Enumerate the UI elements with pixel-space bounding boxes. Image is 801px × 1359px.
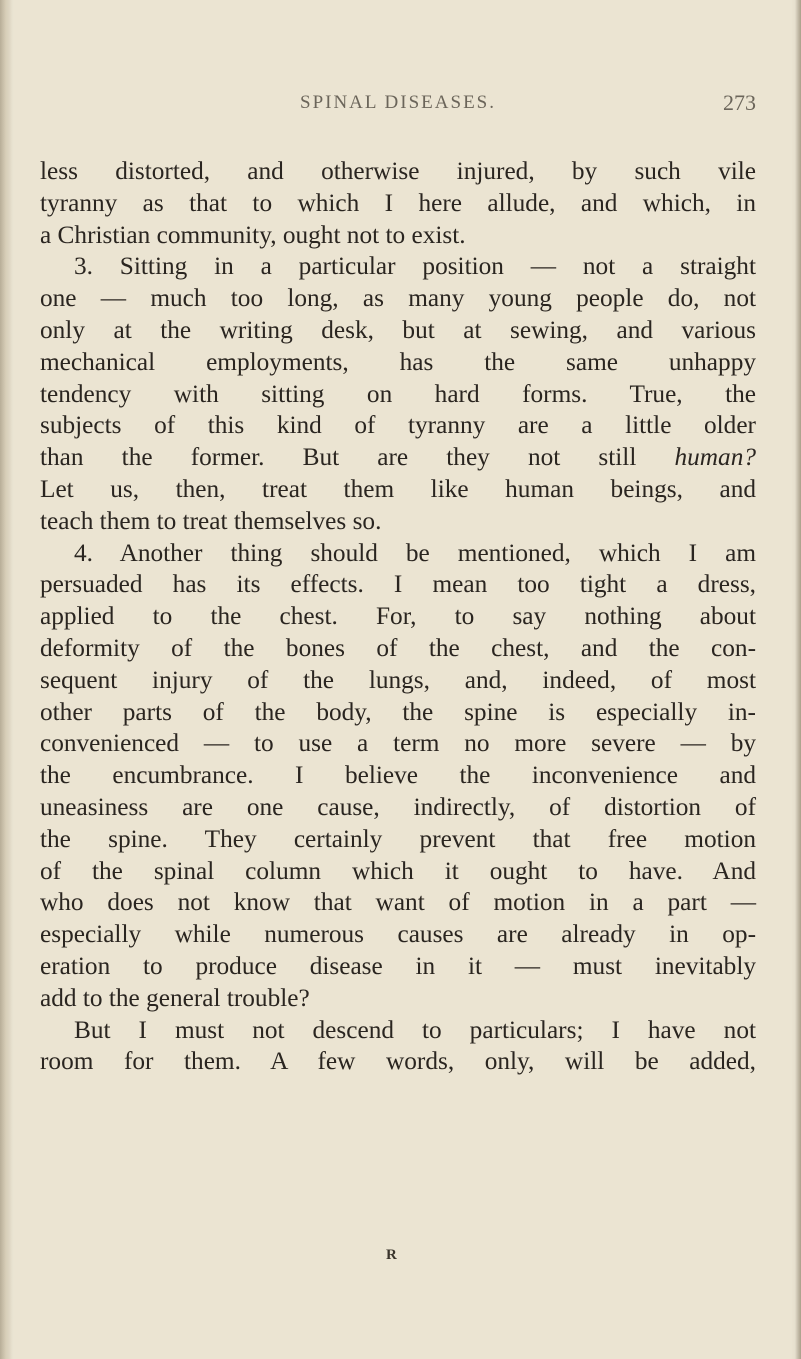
text-line (40, 633, 756, 665)
text-line-content: subjects of this kind of tyranny are a little older (40, 411, 756, 440)
text-line-content: who does not know that want of motion in a part — (40, 888, 756, 917)
text-line-content: only at the writing desk, but at sewing, and various (40, 315, 756, 344)
text-line-content: teach them to treat themselves so. (40, 506, 382, 535)
text-line (40, 506, 756, 538)
text-line-content: tendency with sitting on hard forms. True, the (40, 379, 756, 408)
text-line-content: of the spinal column which it ought to have. And (40, 856, 756, 885)
text-line (40, 474, 756, 506)
text-line (40, 601, 756, 633)
text-line-content: especially while numerous causes are already in op- (40, 920, 756, 949)
body-text (40, 156, 756, 1078)
text-line (40, 538, 756, 570)
text-line-content: less distorted, and otherwise injured, by such vile (40, 157, 756, 185)
text-line-content: sequent injury of the lungs, and, indeed, of most (40, 665, 756, 694)
running-header (40, 90, 756, 120)
page-gutter-shadow (0, 0, 12, 1359)
text-line (40, 251, 756, 283)
text-line (40, 283, 756, 315)
text-line (40, 697, 756, 729)
text-line-content: 4. Another thing should be mentioned, which I am (74, 538, 756, 567)
text-line (40, 887, 756, 919)
text-line (40, 347, 756, 379)
italic-emphasis: human? (674, 443, 756, 472)
running-title: SPINAL DISEASES. (300, 92, 496, 113)
text-line-content: than the former. But are they not still (40, 443, 675, 472)
text-line (40, 792, 756, 824)
text-line (40, 379, 756, 411)
text-line (40, 315, 756, 347)
text-line (40, 824, 756, 856)
text-line-content: convenienced — to use a term no more severe — by (40, 729, 756, 758)
text-line-content: applied to the chest. For, to say nothing about (40, 602, 756, 631)
text-line-content: the encumbrance. I believe the inconvenience and (40, 761, 756, 790)
text-line (40, 760, 756, 792)
text-line (40, 1015, 756, 1047)
text-line (40, 728, 756, 760)
text-line (40, 156, 756, 188)
text-line (40, 1046, 756, 1078)
text-line-content: eration to produce disease in it — must inevitably (40, 951, 756, 980)
text-line (40, 220, 756, 252)
text-line-content: deformity of the bones of the chest, and the con- (40, 633, 756, 662)
text-line-content: persuaded has its effects. I mean too tight a dress, (40, 570, 756, 599)
text-line (40, 442, 756, 474)
signature-mark: R (386, 1247, 398, 1263)
page-edge-shadow (795, 0, 801, 1359)
text-line-content: Let us, then, treat them like human beings, and (40, 474, 756, 503)
page-number: 273 (723, 90, 756, 115)
text-line-content: tyranny as that to which I here allude, and which, in (40, 188, 756, 217)
text-line-content: mechanical employments, has the same unhappy (40, 347, 756, 376)
text-line (40, 951, 756, 983)
text-line-content: one — much too long, as many young people do, not (40, 284, 756, 313)
text-line (40, 983, 756, 1015)
text-line-content: 3. Sitting in a particular position — not a straight (74, 252, 756, 281)
text-line (40, 410, 756, 442)
text-line (40, 919, 756, 951)
text-line (40, 665, 756, 697)
text-line-content: add to the general trouble? (40, 983, 310, 1012)
text-line (40, 569, 756, 601)
text-line-content: other parts of the body, the spine is especially in- (40, 697, 756, 726)
text-line-content: room for them. A few words, only, will be added, (40, 1047, 756, 1076)
text-line-content: uneasiness are one cause, indirectly, of distortion of (40, 792, 756, 821)
text-line-content: a Christian community, ought not to exist. (40, 220, 466, 249)
text-line-content: the spine. They certainly prevent that free motion (40, 824, 756, 853)
text-line-content: But I must not descend to particulars; I have not (74, 1015, 756, 1044)
text-line (40, 188, 756, 220)
text-line (40, 856, 756, 888)
